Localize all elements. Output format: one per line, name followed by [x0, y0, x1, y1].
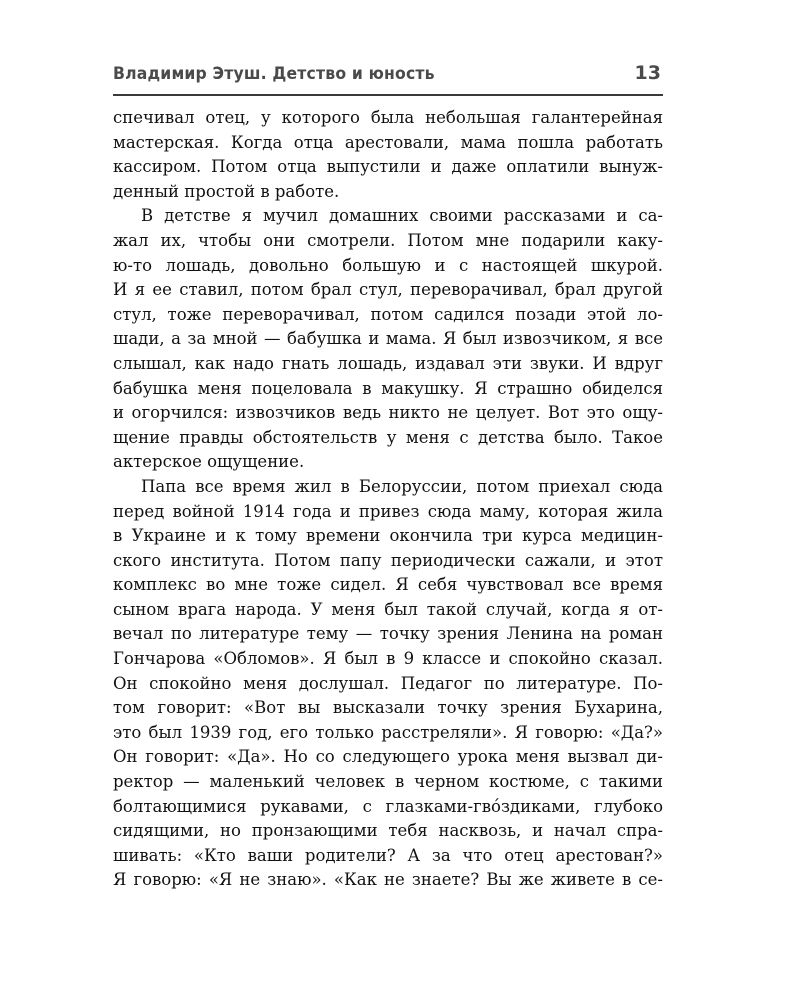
text-line: шади, а за мной — бабушка и мама. Я был извозчиком, я все — [113, 329, 663, 349]
running-title: Владимир Этуш. Детство и юность — [113, 64, 435, 84]
text-line: вечал по литературе тему — точку зрения Ленина на роман — [113, 624, 663, 644]
text-line: перед войной 1914 года и привез сюда маму, которая жила — [113, 501, 663, 521]
text-line: болтающимися рукавами, с глазками-гвóздиками, глубоко — [113, 796, 663, 816]
text-line: В детстве я мучил домашних своими рассказами и са- — [141, 206, 663, 226]
running-header — [113, 60, 663, 96]
text-line: в Украине и к тому времени окончила три курса медицин- — [113, 526, 663, 546]
text-line: жал их, чтобы они смотрели. Потом мне подарили каку- — [113, 230, 663, 250]
text-line: ю-то лошадь, довольно большую и с настоящей шкурой. — [113, 255, 663, 275]
text-line: ского института. Потом папу периодически сажали, и этот — [113, 550, 663, 570]
text-line: актерское ощущение. — [113, 452, 305, 472]
text-line: стул, тоже переворачивал, потом садился позади этой ло- — [113, 304, 663, 324]
body-text — [113, 106, 663, 893]
text-line: слышал, как надо гнать лошадь, издавал эти звуки. И вдруг — [113, 353, 663, 373]
text-line: Он спокойно меня дослушал. Педагог по литературе. По- — [113, 673, 663, 693]
text-line: том говорит: «Вот вы высказали точку зрения Бухарина, — [113, 698, 663, 718]
text-line: и огорчился: извозчиков ведь никто не целует. Вот это ощу- — [113, 403, 663, 423]
text-line: сидящими, но пронзающими тебя насквозь, и начал спра- — [113, 821, 663, 841]
text-line: щение правды обстоятельств у меня с детства было. Такое — [113, 427, 663, 447]
text-line: Я говорю: «Я не знаю». «Как не знаете? Вы же живете в се- — [113, 870, 663, 890]
page-number: 13 — [634, 62, 661, 84]
text-line: бабушка меня поцеловала в макушку. Я страшно обиделся — [113, 378, 663, 398]
text-line: кассиром. Потом отца выпустили и даже оплатили вынуж- — [113, 157, 663, 177]
text-line: шивать: «Кто ваши родители? А за что отец арестован?» — [113, 845, 663, 865]
text-line: Папа все время жил в Белоруссии, потом приехал сюда — [141, 476, 663, 496]
text-line: денный простой в работе. — [113, 181, 340, 201]
text-line: ректор — маленький человек в черном костюме, с такими — [113, 772, 663, 792]
text-line: комплекс во мне тоже сидел. Я себя чувствовал все время — [113, 575, 663, 595]
text-line: сыном врага народа. У меня был такой случай, когда я от- — [113, 599, 663, 619]
text-line: И я ее ставил, потом брал стул, переворачивал, брал другой — [113, 280, 663, 300]
text-line: Гончарова «Обломов». Я был в 9 классе и спокойно сказал. — [113, 649, 663, 669]
text-line: спечивал отец, у которого была небольшая галантерейная — [113, 108, 663, 127]
text-line: мастерская. Когда отца арестовали, мама пошла работать — [113, 132, 663, 152]
text-line: это был 1939 год, его только расстреляли». Я говорю: «Да?» — [113, 722, 663, 742]
text-line: Он говорит: «Да». Но со следующего урока меня вызвал ди- — [113, 747, 663, 767]
